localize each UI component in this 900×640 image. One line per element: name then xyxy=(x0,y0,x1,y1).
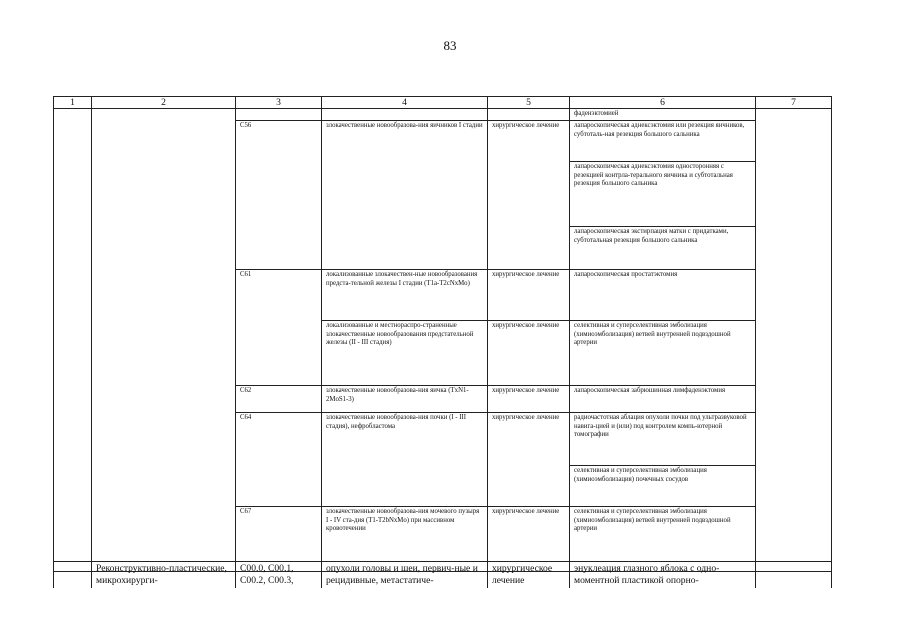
code-cell: C62 xyxy=(236,385,322,412)
diagnosis-cell: локализованные и местнораспро-страненные злокачественные новообразования предстательной железы (II - III стадия) xyxy=(322,320,488,385)
treatment-cell: хирургическое лечение xyxy=(488,506,570,571)
code-cell: C64 xyxy=(236,412,322,506)
method-cell: энуклеация глазного яблока с одно-моментной пластикой опорно- xyxy=(570,562,756,589)
method-cell: лапароскопическая простатэктомия xyxy=(570,269,756,320)
table-row xyxy=(54,562,832,589)
header-row xyxy=(54,97,832,109)
header-col-7: 7 xyxy=(756,97,832,109)
diagnosis-cell: опухоли головы и шеи, первич-ные и рецидивные, метастатиче- xyxy=(322,562,488,589)
method-cell: лапароскопическая экстирпация матки с придатками, субтотальная резекция большого сальника xyxy=(570,226,756,269)
method-cell: селективная и суперселективная эмболизация (химиоэмболизация) почечных сосудов xyxy=(570,465,756,506)
header-col-6: 6 xyxy=(570,97,756,109)
method-cell: лапароскопическая аднексэктомия односторонняя с резекцией контрла-терального яичника и субтотальная резекция большого сальника xyxy=(570,161,756,226)
header-col-4: 4 xyxy=(322,97,488,109)
col1-cell xyxy=(54,109,92,572)
code-cell: C67 xyxy=(236,506,322,571)
header-col-2: 2 xyxy=(92,97,236,109)
diagnosis-cell: злокачественные новообразова-ния яичников I стадии xyxy=(322,120,488,269)
method-cell: лапароскопическая забрюшинная лимфаденэктомия xyxy=(570,385,756,412)
col2-cell xyxy=(92,109,236,572)
header-col-1: 1 xyxy=(54,97,92,109)
treatment-cell: хирургическое лечение xyxy=(488,412,570,506)
page-number: 83 xyxy=(443,38,457,53)
code-cell: C56 xyxy=(236,120,322,269)
diagnosis-cell: злокачественные новообразова-ния яичка (TxN1-2MoS1-3) xyxy=(322,385,488,412)
col7-cell xyxy=(756,109,832,572)
treatment-table xyxy=(53,96,832,572)
treatment-cell: хирургическое лечение xyxy=(488,562,570,589)
code-cell: C61 xyxy=(236,269,322,385)
method-cell: лапароскопическая аднексэктомия или резекция яичников, субтоталь-ная резекция большого сальника xyxy=(570,120,756,161)
treatment-cell: хирургическое лечение xyxy=(488,320,570,385)
treatment-cell: хирургическое лечение xyxy=(488,385,570,412)
treatment-cell xyxy=(488,109,570,121)
header-col-3: 3 xyxy=(236,97,322,109)
method-cell: селективная и суперселективная эмболизация (химиоэмболизация) ветвей внутренней подвздошной артерии xyxy=(570,320,756,385)
diagnosis-cell: локализованные злокачествен-ные новообразования предста-тельной железы I стадии (T1a-T2cNxMo) xyxy=(322,269,488,320)
treatment-cell: хирургическое лечение xyxy=(488,269,570,320)
diagnosis-cell: злокачественные новообразова-ния почки (I - III стадия), нефробластома xyxy=(322,412,488,506)
section-title-cell: Реконструктивно-пластические, микрохирурги- xyxy=(92,562,236,589)
col1-cell xyxy=(54,562,92,589)
col7-cell xyxy=(756,562,832,589)
diagnosis-cell: злокачественные новообразова-ния мочевого пузыря I - IV ста-дия (T1-T2bNxMo) при массивном кровотечении xyxy=(322,506,488,571)
treatment-cell: хирургическое лечение xyxy=(488,120,570,269)
table-row xyxy=(54,109,832,121)
method-cell: фаденэктомией xyxy=(570,109,756,121)
code-cell: C00.0, C00.1, C00.2, C00.3, xyxy=(236,562,322,589)
header-col-5: 5 xyxy=(488,97,570,109)
method-cell: селективная и суперселективная эмболизация (химиоэмболизация) ветвей внутренней подвздошной артерии xyxy=(570,506,756,571)
diagnosis-cell xyxy=(322,109,488,121)
code-cell xyxy=(236,109,322,121)
method-cell: радиочастотная аблация опухоли почки под ультразвуковой навига-цией и (или) под контролем компь-ютерной томографии xyxy=(570,412,756,465)
treatment-table-last-row xyxy=(53,561,832,588)
